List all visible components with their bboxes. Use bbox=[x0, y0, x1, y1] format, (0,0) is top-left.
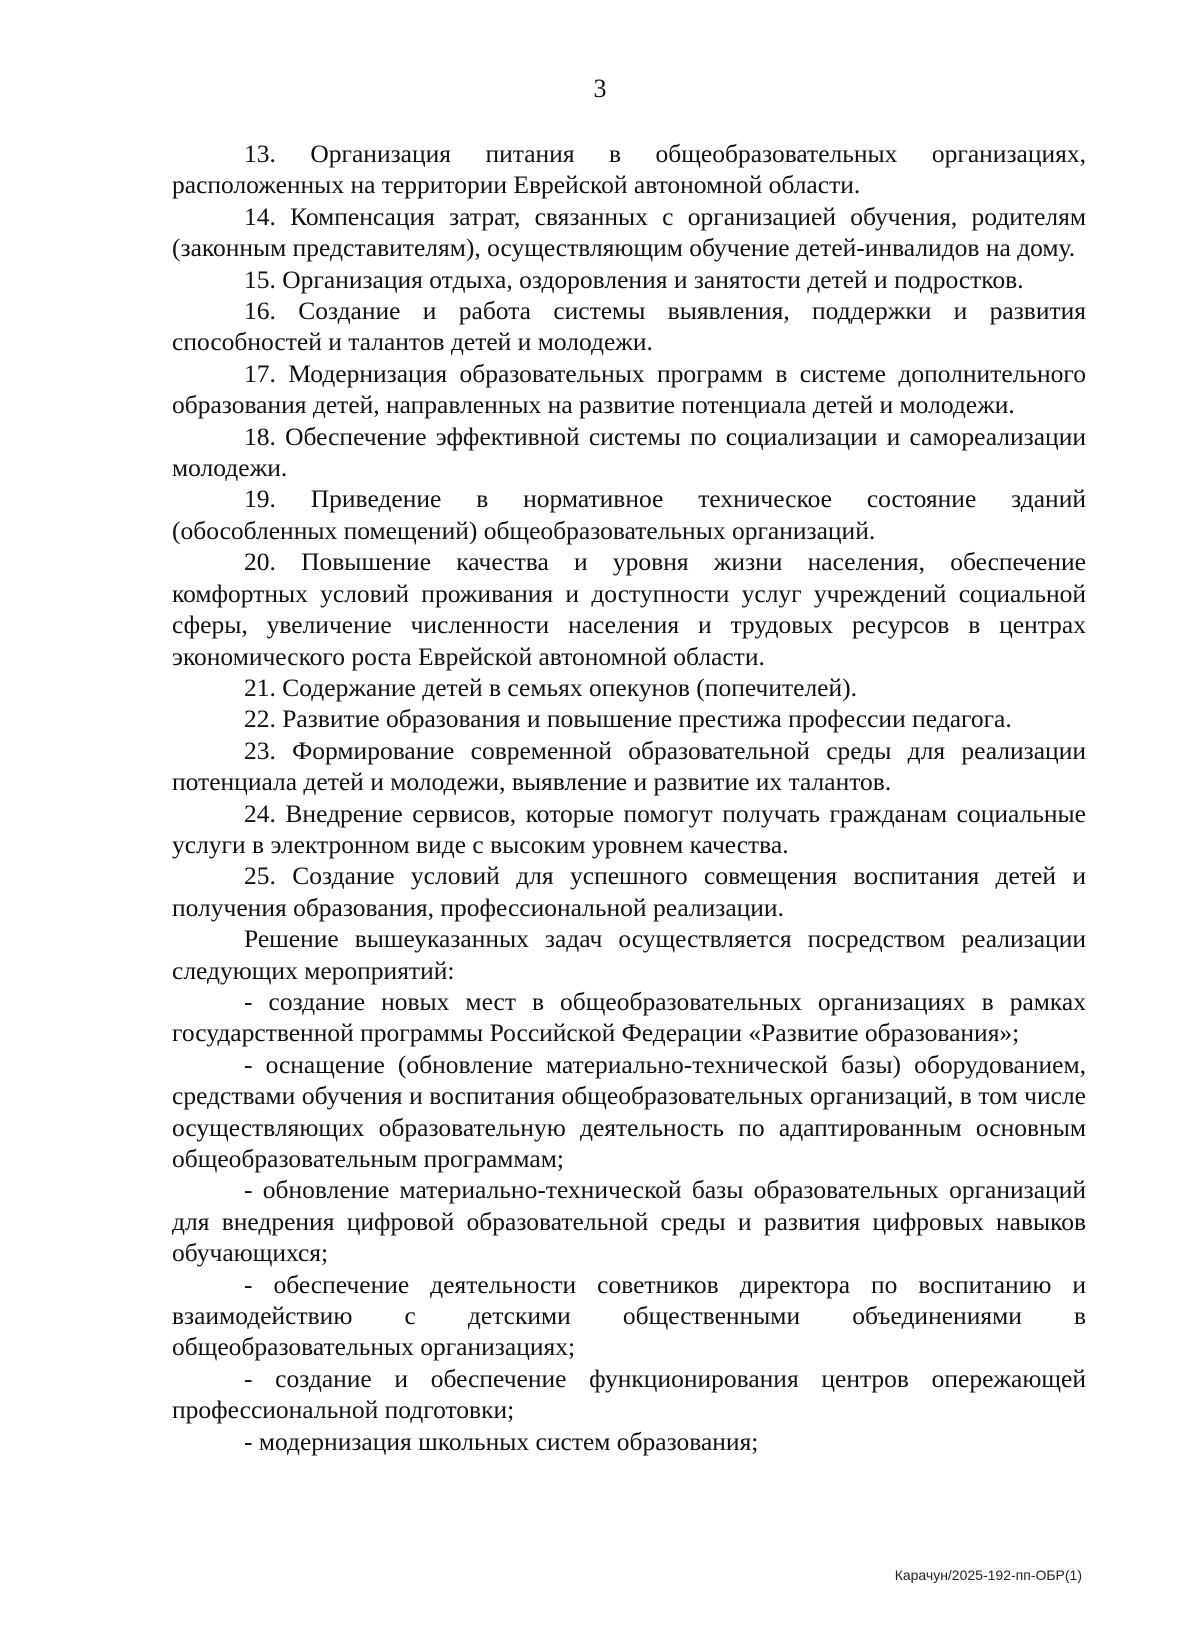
paragraph-16: 16. Создание и работа системы выявления, поддержки и развития способностей и талантов детей и молодежи. bbox=[172, 296, 1086, 357]
paragraph-17: 17. Модернизация образовательных программ в системе дополнительного образования детей, направленных на развитие потенциала детей и молодежи. bbox=[172, 358, 1086, 420]
measure-item: - обновление материально-технической базы образовательных организаций для внедрения цифровой образовательной среды и развития цифровых навыков обучающихся; bbox=[172, 1175, 1086, 1268]
paragraph-22: 22. Развитие образования и повышение престижа профессии педагога. bbox=[244, 704, 1012, 734]
paragraph-24: 24. Внедрение сервисов, которые помогут получать гражданам социальные услуги в электронном виде с высоким уровнем качества. bbox=[172, 798, 1086, 859]
paragraph-15: 15. Организация отдыха, оздоровления и занятости детей и подростков. bbox=[244, 264, 1024, 294]
measure-item: - обеспечение деятельности советников директора по воспитанию и взаимодействию с детскими общественными объединениями в общеобразовательных организациях; bbox=[172, 1269, 1086, 1362]
measure-item: - оснащение (обновление материально-технической базы) оборудованием, средствами обучения и воспитания общеобразовательных организаций, в том числе осуществляющих образовательную деятельность по адаптированным основным общеобразовательным программам; bbox=[172, 1049, 1086, 1173]
paragraph-25: 25. Создание условий для успешного совмещения воспитания детей и получения образования, профессиональной реализации. bbox=[172, 861, 1086, 922]
paragraph-14: 14. Компенсация затрат, связанных с организацией обучения, родителям (законным представителям), осуществляющим обучение детей-инвалидов на дому. bbox=[172, 201, 1086, 263]
paragraph-23: 23. Формирование современной образовательной среды для реализации потенциала детей и молодежи, выявление и развитие их талантов. bbox=[172, 735, 1086, 797]
document-body bbox=[172, 138, 1086, 1457]
page-number: 3 bbox=[593, 74, 607, 103]
paragraph-21: 21. Содержание детей в семьях опекунов (попечителей). bbox=[244, 672, 858, 702]
measure-item: - создание новых мест в общеобразовательных организациях в рамках государственной программы Российской Федерации «Развитие образования»; bbox=[172, 986, 1086, 1048]
paragraph-measures-intro: Решение вышеуказанных задач осуществляется посредством реализации следующих мероприятий: bbox=[172, 924, 1086, 985]
measure-item: - создание и обеспечение функционирования центров опережающей профессиональной подготовки; bbox=[172, 1363, 1086, 1425]
document-code: Карачун/2025-192-пп-ОБР(1) bbox=[894, 1567, 1082, 1583]
paragraph-18: 18. Обеспечение эффективной системы по социализации и самореализации молодежи. bbox=[172, 421, 1086, 483]
paragraph-20: 20. Повышение качества и уровня жизни населения, обеспечение комфортных условий проживания и доступности услуг учреждений социальной сферы, увеличение численности населения и трудовых ресурсов в центрах экономического роста Еврейской автономной области. bbox=[172, 547, 1086, 671]
measure-item: - модернизация школьных систем образования; bbox=[244, 1426, 759, 1456]
paragraph-19: 19. Приведение в нормативное техническое состояние зданий (обособленных помещений) общеобразовательных организаций. bbox=[172, 484, 1086, 545]
paragraph-13: 13. Организация питания в общеобразовательных организациях, расположенных на территории Еврейской автономной области. bbox=[172, 139, 1086, 200]
